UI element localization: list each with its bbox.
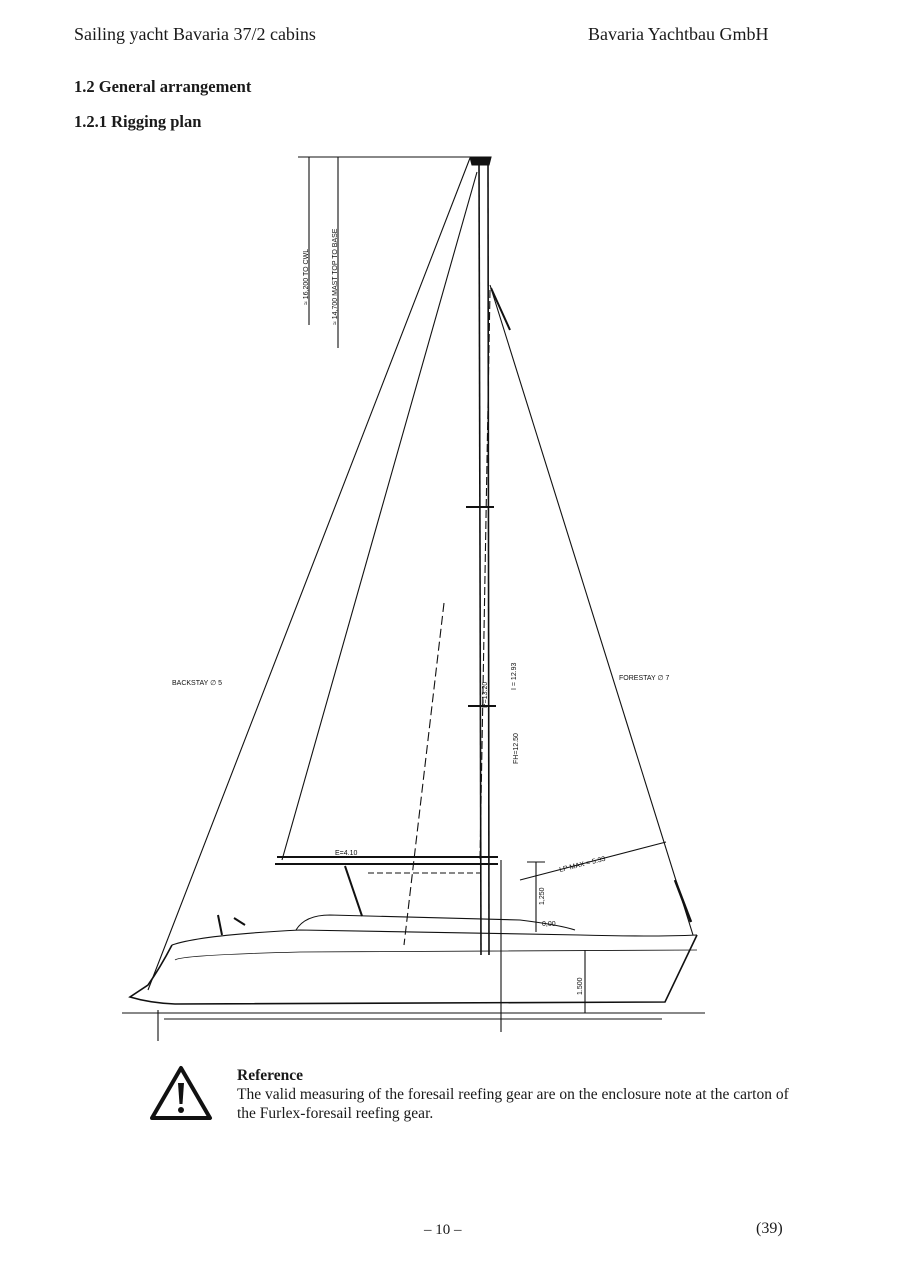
lp-dimension-label: LP MAX = 5.33 xyxy=(558,855,607,874)
mainsail-leech xyxy=(282,172,477,860)
genoa-clew-line xyxy=(404,603,444,945)
backstay-label: BACKSTAY ∅ 5 xyxy=(172,680,223,687)
i-dimension-label: I = 12.93 xyxy=(511,662,518,690)
fh-dimension-label: FH=12.50 xyxy=(513,733,520,764)
mast-back xyxy=(488,158,489,955)
hull-stripe xyxy=(175,950,697,960)
boom-vang xyxy=(345,866,362,916)
forestay-label: FORESTAY ∅ 7 xyxy=(619,675,670,682)
cwl-dimension-label: ≈ 16,200 TO CWL xyxy=(303,248,310,305)
section-heading-rigging-plan: 1.2.1 Rigging plan xyxy=(74,112,202,131)
p-dimension-label: P=13.20 xyxy=(482,681,489,708)
warning-triangle-icon xyxy=(149,1065,213,1121)
page-sequence: (39) xyxy=(756,1220,783,1237)
mast-base-dimension-label: ≈ 14,700 MAST TOP TO BASE xyxy=(332,228,339,325)
reference-title: Reference xyxy=(237,1067,303,1084)
mast-detail-line xyxy=(491,288,510,330)
document-header-company: Bavaria Yachtbau GmbH xyxy=(588,24,769,44)
hull-sheer xyxy=(130,935,697,1004)
forestay-line xyxy=(490,285,693,935)
forestay-furler xyxy=(675,880,691,922)
section-heading-general-arrangement: 1.2 General arrangement xyxy=(74,77,252,96)
coachroof xyxy=(296,915,575,930)
draft-label: 1.500 xyxy=(577,977,584,995)
boom-height-label: 1,250 xyxy=(539,887,546,905)
document-header-title: Sailing yacht Bavaria 37/2 cabins xyxy=(74,24,316,44)
datum-label: 0,00 xyxy=(542,921,556,928)
stern-pulpit xyxy=(218,915,245,935)
page-number: – 10 – xyxy=(424,1222,462,1238)
mast-head xyxy=(470,157,491,165)
reference-body: The valid measuring of the foresail reefing gear are on the enclosure note at the carton of the Furlex-foresail reefing gear. xyxy=(237,1086,789,1122)
deck-line xyxy=(172,930,697,945)
e-dimension-label: E=4.10 xyxy=(335,850,358,857)
reference-note xyxy=(237,1066,797,1123)
